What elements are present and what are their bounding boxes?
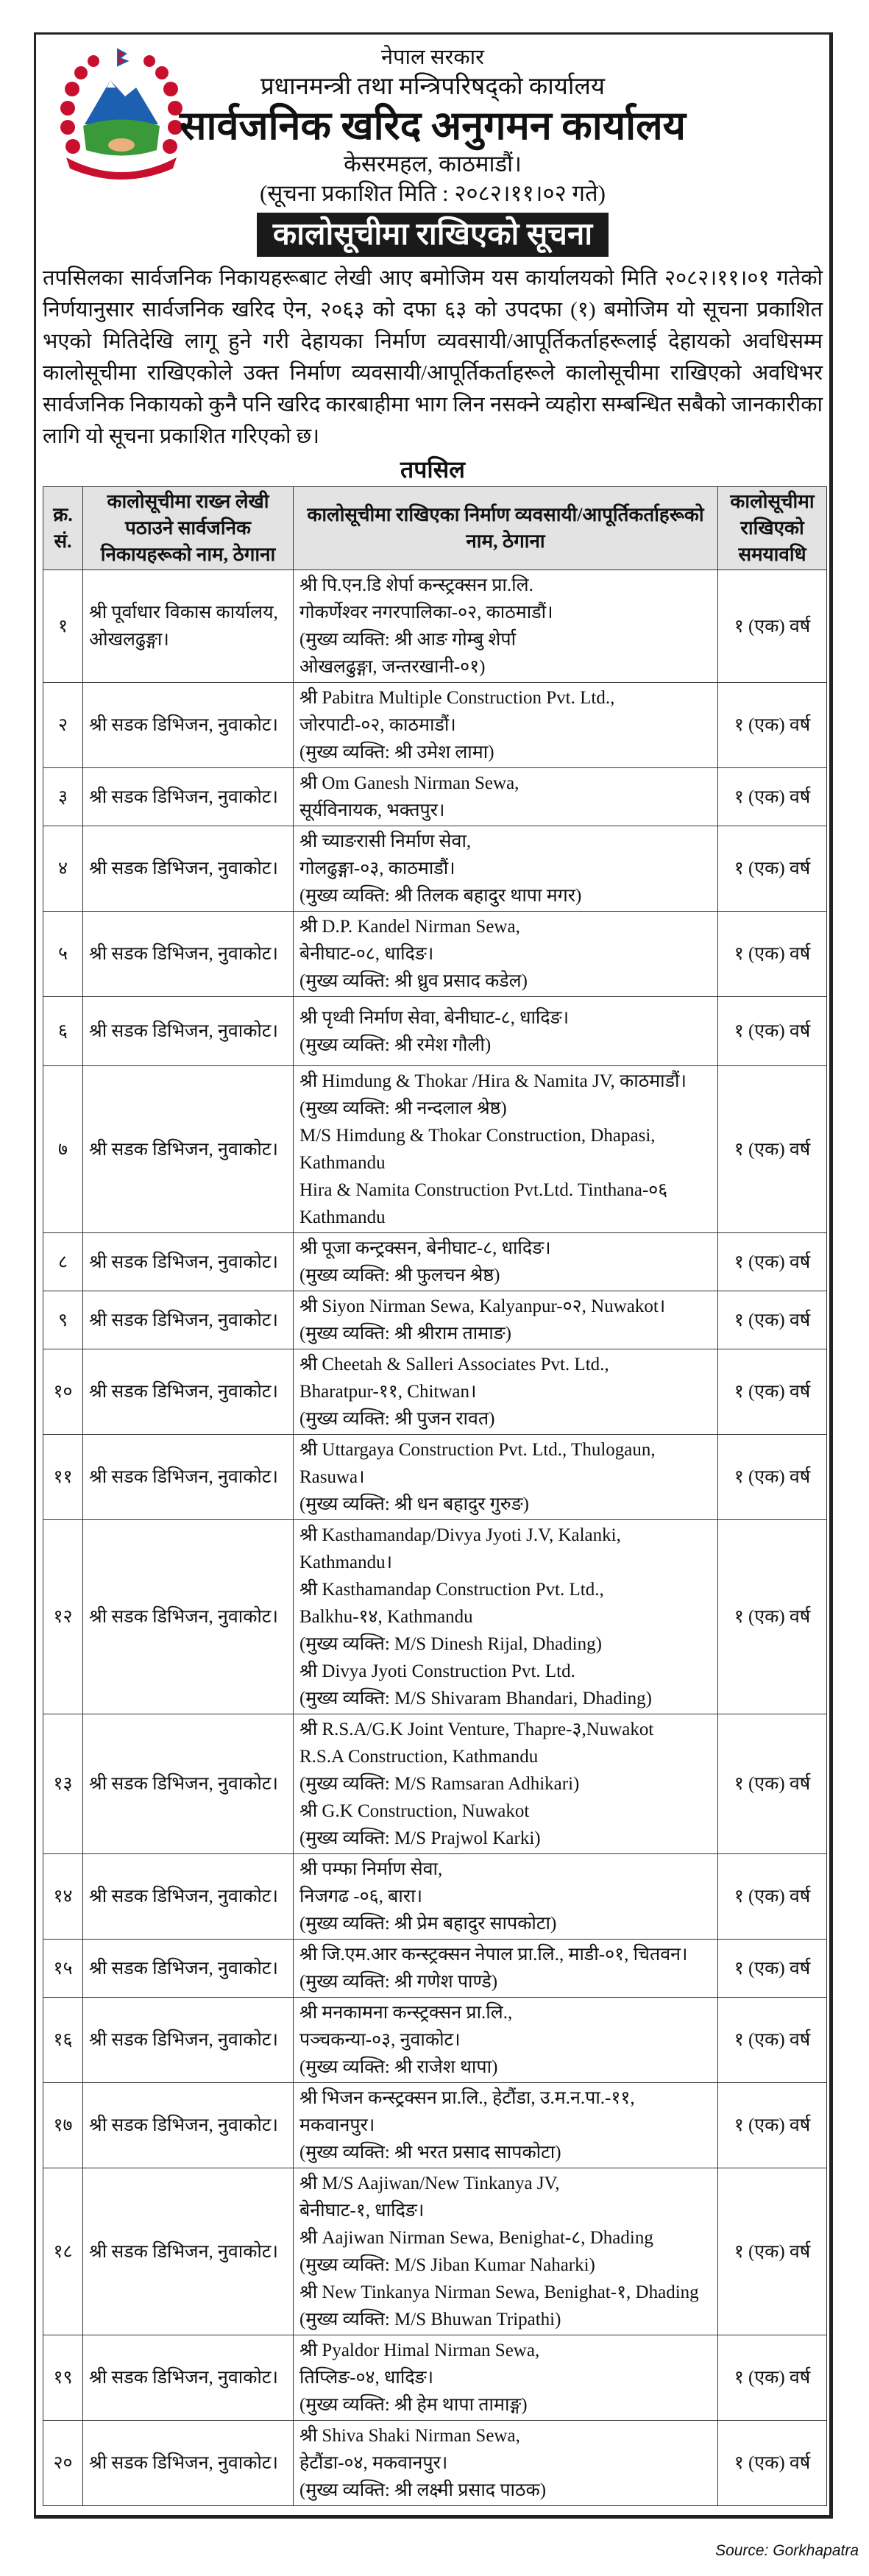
contractor-cell — [294, 1233, 718, 1291]
contractor-cell — [294, 2335, 718, 2421]
contractor-line: श्री New Tinkanya Nirman Sewa, Benighat-१, Dhading — [299, 2282, 699, 2302]
contractor-line: श्री जि.एम.आर कन्स्ट्रक्सन नेपाल प्रा.लि., माडी-०१, चितवन। — [299, 1945, 688, 1965]
period-cell: १ (एक) वर्ष — [718, 768, 827, 826]
table-row — [43, 1233, 827, 1291]
contractor-line: (मुख्य व्यक्ति: श्री धन बहादुर गुरुङ) — [299, 1494, 529, 1514]
contractor-cell — [294, 997, 718, 1066]
entity-cell: श्री सडक डिभिजन, नुवाकोट। — [83, 1349, 294, 1435]
blacklist-table — [43, 486, 827, 2506]
contractor-line: (मुख्य व्यक्ति: M/S Jiban Kumar Naharki) — [299, 2255, 595, 2275]
entity-cell: श्री सडक डिभिजन, नुवाकोट। — [83, 997, 294, 1066]
period-cell: १ (एक) वर्ष — [718, 683, 827, 768]
entity-cell: श्री सडक डिभिजन, नुवाकोट। — [83, 1998, 294, 2083]
contractor-line: R.S.A Construction, Kathmandu — [299, 1747, 539, 1767]
contractor-cell — [294, 912, 718, 997]
period-cell: १ (एक) वर्ष — [718, 1291, 827, 1349]
table-row — [43, 1349, 827, 1435]
serial-number-cell: ६ — [43, 997, 83, 1066]
entity-cell: श्री सडक डिभिजन, नुवाकोट। — [83, 2168, 294, 2335]
contractor-line: (मुख्य व्यक्ति: श्री ध्रुव प्रसाद कडेल) — [299, 971, 528, 991]
contractor-line: श्री पृथ्वी निर्माण सेवा, बेनीघाट-८, धादिङ। — [299, 1007, 570, 1028]
period-cell: १ (एक) वर्ष — [718, 2421, 827, 2506]
contractor-line: (मुख्य व्यक्ति: M/S Dinesh Rijal, Dhading) — [299, 1634, 602, 1654]
table-header-row — [43, 487, 827, 570]
serial-number-cell: २० — [43, 2421, 83, 2506]
period-cell: १ (एक) वर्ष — [718, 2335, 827, 2421]
contractor-line: श्री भिजन कन्स्ट्रक्सन प्रा.लि., हेटौंडा, उ.म.न.पा.-११, — [299, 2088, 635, 2108]
period-cell: १ (एक) वर्ष — [718, 997, 827, 1066]
contractor-line: सूर्यविनायक, भक्तपुर। — [299, 801, 445, 820]
contractor-line: श्री G.K Construction, Nuwakot — [299, 1801, 530, 1821]
contractor-line: श्री मनकामना कन्स्ट्रक्सन प्रा.लि., — [299, 2003, 513, 2023]
serial-number-cell: १२ — [43, 1520, 83, 1714]
table-row — [43, 1940, 827, 1998]
contractor-line: गोलढुङ्गा-०३, काठमाडौं। — [299, 859, 455, 879]
table-row — [43, 997, 827, 1066]
serial-number-cell: २ — [43, 683, 83, 768]
table-row — [43, 1066, 827, 1233]
contractor-line: निजगढ -०६, बारा। — [299, 1887, 423, 1906]
contractor-line: श्री M/S Aajiwan/New Tinkanya JV, — [299, 2174, 560, 2193]
period-cell: १ (एक) वर्ष — [718, 1349, 827, 1435]
table-row — [43, 2335, 827, 2421]
contractor-line: श्री Divya Jyoti Construction Pvt. Ltd. — [299, 1661, 575, 1681]
table-row — [43, 1291, 827, 1349]
serial-number-cell: १६ — [43, 1998, 83, 2083]
contractor-line: पञ्चकन्या-०३, नुवाकोट। — [299, 2030, 461, 2050]
contractor-line: श्री पि.एन.डि शेर्पा कन्स्ट्रक्सन प्रा.लि. — [299, 575, 533, 595]
contractor-line: श्री Kasthamandap Construction Pvt. Ltd., — [299, 1580, 604, 1600]
serial-number-cell: १९ — [43, 2335, 83, 2421]
notice-title: कालोसूचीमा राखिएको सूचना — [257, 213, 609, 257]
contractor-cell — [294, 1066, 718, 1233]
contractor-cell — [294, 1349, 718, 1435]
contractor-line: (मुख्य व्यक्ति: M/S Shivaram Bhandari, Dhading) — [299, 1689, 652, 1709]
period-cell: १ (एक) वर्ष — [718, 1998, 827, 2083]
government-name: नेपाल सरकार — [380, 46, 485, 69]
contractor-line: Hira & Namita Construction Pvt.Ltd. Tinthana-०६ — [299, 1180, 668, 1200]
header-contractor: कालोसूचीमा राखिएका निर्माण व्यवसायी/आपूर्तिकर्ताहरूको नाम, ठेगाना — [294, 487, 718, 570]
contractor-line: श्री Pabitra Multiple Construction Pvt. Ltd., — [299, 688, 615, 708]
serial-number-cell: १४ — [43, 1854, 83, 1940]
contractor-line: Bharatpur-११, Chitwan। — [299, 1382, 477, 1402]
contractor-line: हेटौंडा-०४, मकवानपुर। — [299, 2453, 448, 2473]
period-cell: १ (एक) वर्ष — [718, 1854, 827, 1940]
contractor-line: श्री D.P. Kandel Nirman Sewa, — [299, 917, 520, 937]
contractor-cell — [294, 1520, 718, 1714]
serial-number-cell: ३ — [43, 768, 83, 826]
schedule-title: तपसिल — [400, 456, 466, 483]
contractor-line: (मुख्य व्यक्ति: श्री उमेश लामा) — [299, 742, 494, 762]
contractor-line: श्री पम्फा निर्माण सेवा, — [299, 1859, 443, 1879]
table-row — [43, 1854, 827, 1940]
serial-number-cell: ४ — [43, 826, 83, 912]
table-row — [43, 1714, 827, 1854]
period-cell: १ (एक) वर्ष — [718, 1714, 827, 1854]
contractor-line: श्री Pyaldor Himal Nirman Sewa, — [299, 2341, 540, 2360]
contractor-line: (मुख्य व्यक्ति: श्री राजेश थापा) — [299, 2057, 498, 2077]
contractor-line: तिप्लिङ-०४, धादिङ। — [299, 2368, 434, 2388]
serial-number-cell: १३ — [43, 1714, 83, 1854]
contractor-line: M/S Himdung & Thokar Construction, Dhapasi, — [299, 1126, 656, 1146]
contractor-line: बेनीघाट-०८, धादिङ। — [299, 944, 434, 964]
period-cell: १ (एक) वर्ष — [718, 2168, 827, 2335]
contractor-line: (मुख्य व्यक्ति: श्री रमेश गौली) — [299, 1035, 492, 1055]
period-cell: १ (एक) वर्ष — [718, 570, 827, 683]
table-row — [43, 2168, 827, 2335]
period-cell: १ (एक) वर्ष — [718, 912, 827, 997]
notice-frame — [34, 32, 833, 2519]
contractor-line: श्री Kasthamandap/Divya Jyoti J.V, Kalanki, Kathmandu। — [299, 1525, 621, 1572]
entity-cell: श्री सडक डिभिजन, नुवाकोट। — [83, 683, 294, 768]
contractor-cell — [294, 683, 718, 768]
table-row — [43, 683, 827, 768]
table-row — [43, 912, 827, 997]
serial-number-cell: १७ — [43, 2083, 83, 2168]
ministry-name: प्रधानमन्त्री तथा मन्त्रिपरिषद्को कार्यालय — [260, 74, 605, 100]
period-cell: १ (एक) वर्ष — [718, 826, 827, 912]
contractor-line: Kathmandu — [299, 1153, 386, 1173]
contractor-cell — [294, 1714, 718, 1854]
contractor-cell — [294, 2083, 718, 2168]
contractor-cell — [294, 826, 718, 912]
entity-cell: श्री सडक डिभिजन, नुवाकोट। — [83, 768, 294, 826]
contractor-line: श्री Cheetah & Salleri Associates Pvt. Ltd., — [299, 1355, 609, 1374]
period-cell: १ (एक) वर्ष — [718, 1066, 827, 1233]
contractor-cell — [294, 1940, 718, 1998]
contractor-cell — [294, 1291, 718, 1349]
notice-title-wrap — [43, 213, 823, 257]
table-row — [43, 768, 827, 826]
contractor-line: (मुख्य व्यक्ति: श्री नन्दलाल श्रेष्ठ) — [299, 1099, 507, 1118]
serial-number-cell: १० — [43, 1349, 83, 1435]
contractor-line: श्री Siyon Nirman Sewa, Kalyanpur-०२, Nuwakot। — [299, 1296, 666, 1316]
contractor-line: (मुख्य व्यक्ति: श्री तिलक बहादुर थापा मगर) — [299, 886, 582, 906]
header-serial: क्र. सं. — [43, 487, 83, 570]
contractor-line: (मुख्य व्यक्ति: श्री पुजन रावत) — [299, 1409, 495, 1429]
contractor-cell — [294, 570, 718, 683]
entity-cell: श्री सडक डिभिजन, नुवाकोट। — [83, 1233, 294, 1291]
entity-cell: श्री सडक डिभिजन, नुवाकोट। — [83, 1066, 294, 1233]
serial-number-cell: ९ — [43, 1291, 83, 1349]
contractor-line: जोरपाटी-०२, काठमाडौं। — [299, 715, 456, 735]
entity-cell: श्री सडक डिभिजन, नुवाकोट। — [83, 912, 294, 997]
contractor-line: श्री च्याङरासी निर्माण सेवा, — [299, 831, 472, 851]
contractor-cell — [294, 2168, 718, 2335]
contractor-line: (मुख्य व्यक्ति: श्री गणेश पाण्डे) — [299, 1972, 498, 1992]
office-name: सार्वजनिक खरिद अनुगमन कार्यालय — [179, 104, 686, 148]
contractor-line: (मुख्य व्यक्ति: श्री हेम थापा तामाङ्ग) — [299, 2395, 528, 2415]
table-row — [43, 1998, 827, 2083]
entity-cell: श्री सडक डिभिजन, नुवाकोट। — [83, 2083, 294, 2168]
contractor-cell — [294, 1854, 718, 1940]
contractor-line: (मुख्य व्यक्ति: श्री भरत प्रसाद सापकोटा) — [299, 2143, 561, 2162]
contractor-cell — [294, 768, 718, 826]
contractor-line: बेनीघाट-१, धादिङ। — [299, 2201, 425, 2221]
contractor-line: मकवानपुर। — [299, 2115, 375, 2135]
entity-cell: श्री सडक डिभिजन, नुवाकोट। — [83, 1435, 294, 1520]
serial-number-cell: १ — [43, 570, 83, 683]
table-row — [43, 570, 827, 683]
serial-number-cell: १५ — [43, 1940, 83, 1998]
header-entity: कालोसूचीमा राख्न लेखी पठाउने सार्वजनिक निकायहरूको नाम, ठेगाना — [83, 487, 294, 570]
period-cell: १ (एक) वर्ष — [718, 1940, 827, 1998]
entity-cell: श्री सडक डिभिजन, नुवाकोट। — [83, 1854, 294, 1940]
office-address: केसरमहल, काठमाडौं। — [344, 151, 522, 177]
entity-cell: श्री सडक डिभिजन, नुवाकोट। — [83, 1520, 294, 1714]
period-cell: १ (एक) वर्ष — [718, 2083, 827, 2168]
serial-number-cell: ८ — [43, 1233, 83, 1291]
contractor-cell — [294, 2421, 718, 2506]
contractor-line: श्री Himdung & Thokar /Hira & Namita JV, काठमाडौं। — [299, 1071, 687, 1091]
table-row — [43, 1520, 827, 1714]
contractor-line: (मुख्य व्यक्ति: M/S Prajwol Karki) — [299, 1828, 541, 1848]
table-row — [43, 826, 827, 912]
entity-cell: श्री सडक डिभिजन, नुवाकोट। — [83, 826, 294, 912]
contractor-line: Balkhu-१४, Kathmandu — [299, 1607, 473, 1627]
table-row — [43, 2083, 827, 2168]
period-cell: १ (एक) वर्ष — [718, 1520, 827, 1714]
entity-cell: श्री सडक डिभिजन, नुवाकोट। — [83, 1940, 294, 1998]
table-row — [43, 1435, 827, 1520]
contractor-line: (मुख्य व्यक्ति: M/S Ramsaran Adhikari) — [299, 1774, 580, 1794]
contractor-line: श्री R.S.A/G.K Joint Venture, Thapre-३,Nuwakot — [299, 1720, 654, 1739]
contractor-line: श्री Aajiwan Nirman Sewa, Benighat-८, Dhading — [299, 2228, 653, 2248]
contractor-line: ओखलढुङ्गा, जन्तरखानी-०१) — [299, 657, 486, 677]
entity-cell: श्री सडक डिभिजन, नुवाकोट। — [83, 1714, 294, 1854]
contractor-line: श्री Om Ganesh Nirman Sewa, — [299, 773, 519, 793]
source-credit: Source: Gorkhapatra — [715, 2542, 859, 2559]
contractor-line: Kathmandu — [299, 1207, 386, 1227]
header-period: कालोसूचीमा राखिएको समयावधि — [718, 487, 827, 570]
contractor-line: श्री Shiva Shaki Nirman Sewa, — [299, 2426, 520, 2446]
serial-number-cell: ११ — [43, 1435, 83, 1520]
period-cell: १ (एक) वर्ष — [718, 1435, 827, 1520]
entity-cell: श्री सडक डिभिजन, नुवाकोट। — [83, 2421, 294, 2506]
period-cell: १ (एक) वर्ष — [718, 1233, 827, 1291]
contractor-line: (मुख्य व्यक्ति: M/S Bhuwan Tripathi) — [299, 2310, 561, 2330]
table-row — [43, 2421, 827, 2506]
contractor-line: (मुख्य व्यक्ति: श्री प्रेम बहादुर सापकोटा) — [299, 1914, 557, 1934]
serial-number-cell: ५ — [43, 912, 83, 997]
contractor-line: (मुख्य व्यक्ति: श्री आङ गोम्बु शेर्पा — [299, 630, 517, 650]
entity-cell: श्री सडक डिभिजन, नुवाकोट। — [83, 2335, 294, 2421]
contractor-cell — [294, 1435, 718, 1520]
contractor-cell — [294, 1998, 718, 2083]
entity-cell: श्री सडक डिभिजन, नुवाकोट। — [83, 1291, 294, 1349]
contractor-line: (मुख्य व्यक्ति: श्री फुलचन श्रेष्ठ) — [299, 1266, 500, 1285]
publish-date: (सूचना प्रकाशित मिति : २०८२।११।०२ गते) — [260, 180, 606, 206]
contractor-line: (मुख्य व्यक्ति: श्री लक्ष्मी प्रसाद पाठक) — [299, 2480, 547, 2500]
serial-number-cell: ७ — [43, 1066, 83, 1233]
contractor-line: गोकर्णेश्वर नगरपालिका-०२, काठमाडौं। — [299, 603, 553, 622]
entity-cell: श्री पूर्वाधार विकास कार्यालय, ओखलढुङ्गा। — [83, 570, 294, 683]
notice-body: तपसिलका सार्वजनिक निकायहरूबाट लेखी आए बमोजिम यस कार्यालयको मिति २०८२।११।०१ गतेको निर्णयानुसार सार्वजनिक खरिद ऐन, २०६३ को दफा ६३ को उपदफा (१) बमोजिम यो सूचना प्रकाशित भएको मितिदेखि लागू हुने गरी देहायका निर्माण व्यवसायी/आपूर्तिकर्ताहरूलाई देहायको अवधिसम्म कालोसूचीमा राखिएकोले उक्त निर्माण व्यवसायी/आपूर्तिकर्ताहरूले कालोसूचीमा राखिएको अवधिभर सार्वजनिक निकायको कुनै पनि खरिद कारबाहीमा भाग लिन नसक्ने व्यहोरा सम्बन्धित सबैको जानकारीका लागि यो सूचना प्रकाशित गरिएको छ। — [43, 266, 823, 448]
contractor-line: श्री Uttargaya Construction Pvt. Ltd., Thulogaun, Rasuwa। — [299, 1440, 656, 1487]
serial-number-cell: १८ — [43, 2168, 83, 2335]
contractor-line: (मुख्य व्यक्ति: श्री श्रीराम तामाङ) — [299, 1324, 511, 1344]
contractor-line: श्री पूजा कन्ट्रक्सन, बेनीघाट-८, धादिङ। — [299, 1238, 551, 1258]
